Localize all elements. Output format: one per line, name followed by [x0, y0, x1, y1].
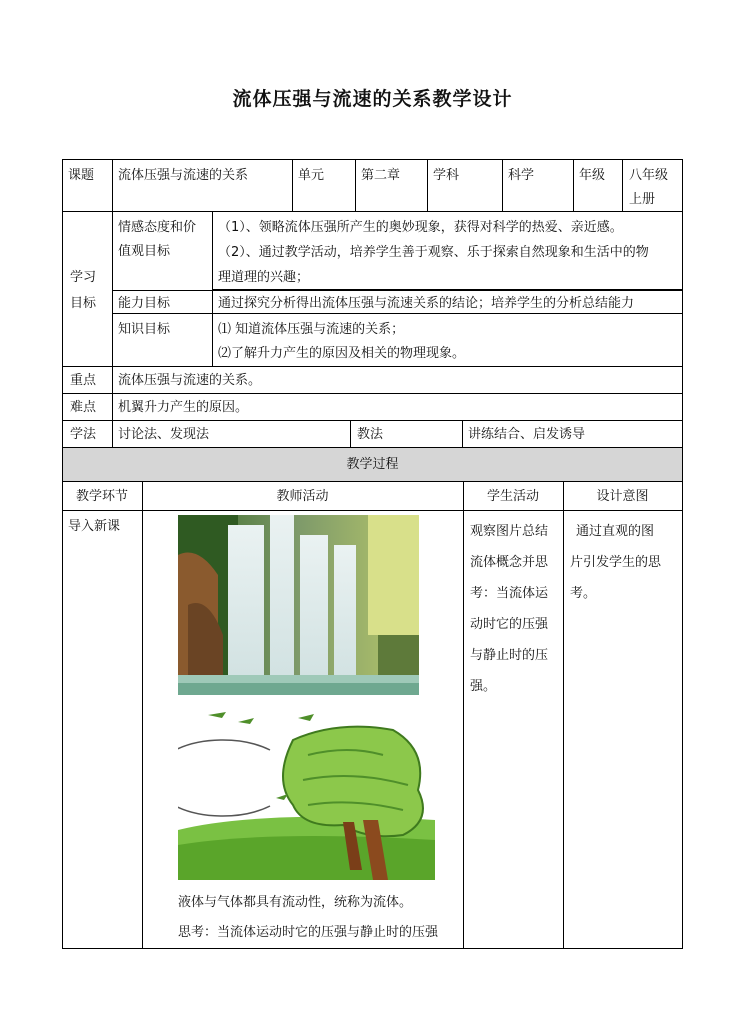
difficulty-label: 难点: [70, 400, 97, 415]
xueke-label: 学科: [433, 168, 460, 183]
student-line: 观察图片总结: [470, 524, 549, 539]
keti-label: 课题: [68, 168, 95, 183]
windy-tree-image: [178, 710, 435, 880]
page-title: 流体压强与流速的关系教学设计: [232, 88, 513, 110]
xuefa-value: 讨论法、发现法: [118, 427, 210, 442]
emotion-label-line1: 情感态度和价: [118, 220, 197, 235]
col-header-intent: 设计意图: [596, 489, 649, 504]
design-intent-text: [570, 516, 661, 609]
knowledge-objective-2: ⑵了解升力产生的原因及相关的物理现象。: [218, 346, 466, 361]
knowledge-label: 知识目标: [118, 322, 171, 337]
knowledge-objective-1: ⑴ 知道流体压强与流速的关系；: [218, 322, 405, 337]
xueke-value: 科学: [508, 168, 535, 183]
student-line: 动时它的压强: [470, 617, 549, 632]
ability-label: 能力目标: [118, 296, 171, 311]
keti-value: 流体压强与流速的关系: [118, 168, 249, 183]
danyuan-value: 第二章: [361, 168, 401, 183]
student-line: 与静止时的压: [470, 648, 549, 663]
col-header-teacher: 教师活动: [276, 489, 329, 504]
student-line: 考：当流体运: [470, 586, 549, 601]
emotion-objective-2b: 理道理的兴趣；: [218, 270, 310, 285]
section-name: 导入新课: [68, 519, 121, 534]
emotion-objective-1: （1）、领略流体压强所产生的奥妙现象，获得对科学的热爱、亲近感。: [218, 220, 623, 235]
col-header-student: 学生活动: [486, 489, 539, 504]
intent-line: 考。: [570, 586, 597, 601]
emotion-objective-2a: （2）、通过教学活动，培养学生善于观察、乐于探索自然现象和生活中的物: [218, 245, 649, 260]
key-point-label: 重点: [70, 373, 97, 388]
nianji-value-line2: 上册: [629, 192, 656, 207]
objectives-label-line1: 学习: [70, 270, 97, 285]
student-line: 强。: [470, 679, 497, 694]
difficulty-value: 机翼升力产生的原因。: [118, 400, 249, 415]
emotion-label-line2: 值观目标: [118, 244, 171, 259]
teacher-text-2: 思考：当流体运动时它的压强与静止时的压强: [178, 925, 439, 940]
teacher-text-1: 液体与气体都具有流动性，统称为流体。: [178, 895, 413, 910]
process-heading: 教学过程: [346, 457, 399, 472]
xuefa-label: 学法: [70, 427, 97, 442]
nianji-value-line1: 八年级: [629, 168, 669, 183]
waterfall-image: [178, 515, 419, 695]
intent-line: 片引发学生的思: [570, 555, 662, 570]
key-point-value: 流体压强与流速的关系。: [118, 373, 262, 388]
jiaofa-label: 教法: [357, 427, 384, 442]
intent-line: 通过直观的图: [576, 524, 655, 539]
objectives-label-line2: 目标: [70, 296, 97, 311]
student-line: 流体概念并思: [470, 555, 549, 570]
ability-objective: 通过探究分析得出流体压强与流速关系的结论；培养学生的分析总结能力: [218, 296, 635, 311]
jiaofa-value: 讲练结合、启发诱导: [468, 427, 586, 442]
danyuan-label: 单元: [298, 168, 325, 183]
nianji-label: 年级: [579, 168, 606, 183]
col-header-section: 教学环节: [75, 489, 128, 504]
student-activity-text: [470, 516, 548, 702]
